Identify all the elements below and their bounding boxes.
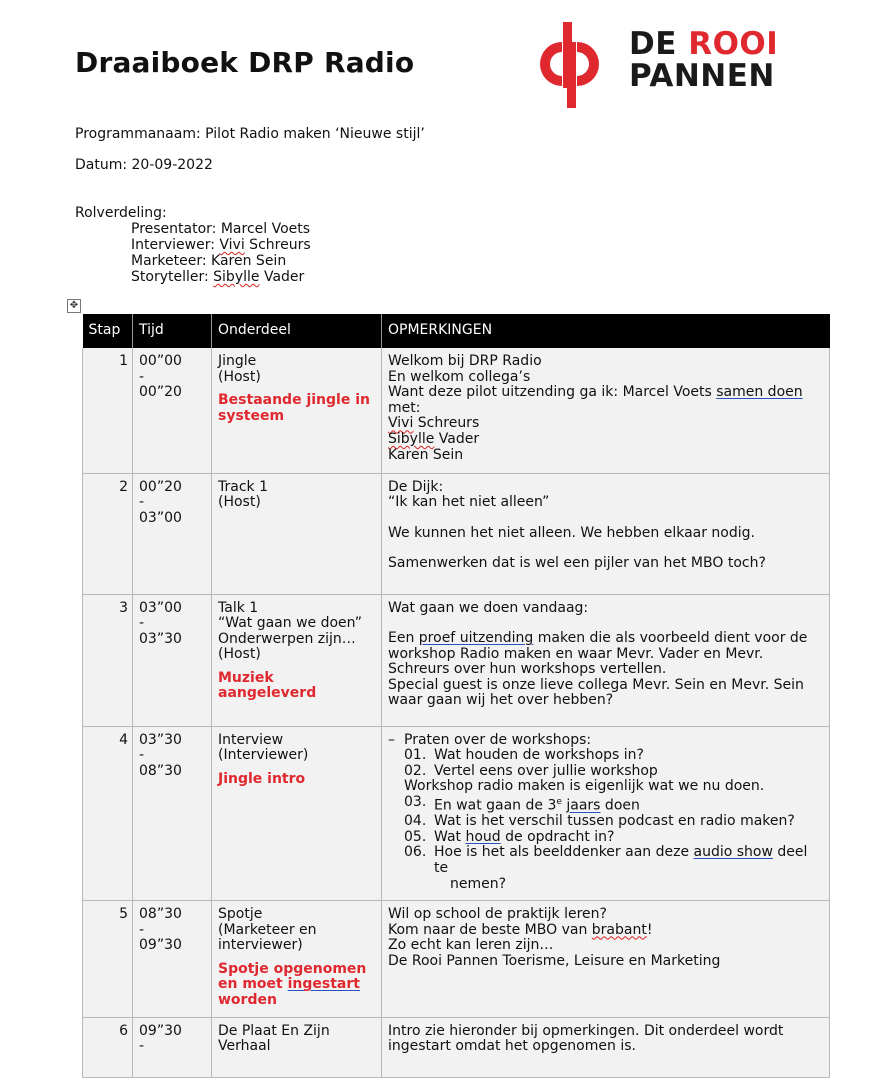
red-note: Muziek aangeleverd (218, 669, 317, 702)
table-row (83, 1017, 830, 1077)
cell-opmerkingen: De Dijk: “Ik kan het niet alleen” We kunnen het niet alleen. We hebben elkaar nodig. Samenwerken dat is wel een pijler van het MBO toch? (382, 473, 830, 594)
date: Datum: 20-09-2022 (75, 157, 213, 173)
table-row (83, 348, 830, 473)
cell-opmerkingen: Welkom bij DRP Radio En welkom collega’s Want deze pilot uitzending ga ik: Marcel Voets samen doen met: Vivi Schreurs Sibylle Vader Karen Sein (382, 348, 830, 473)
table-row (83, 594, 830, 726)
list-item: 06. Hoe is het als beelddenker aan deze audio show deel te (404, 844, 808, 876)
red-note: Spotje opgenomen en moet ingestart worden (218, 960, 367, 1009)
red-note: Jingle intro (218, 770, 306, 787)
script-table (82, 314, 830, 1078)
list-item: 04. Wat is het verschil tussen podcast en radio maken? (404, 813, 795, 830)
role-interviewer: Interviewer: Vivi Schreurs (131, 237, 311, 253)
document-title: Draaiboek DRP Radio (75, 46, 415, 79)
cell-opmerkingen: Wat gaan we doen vandaag: Een proef uitzending maken die als voorbeeld dient voor de workshop Radio maken en waar Mevr. Vader en Mevr. Schreurs over hun workshops vertellen. Special guest is onze lieve collega Mevr. Sein en Mevr. Sein waar gaan wij het over hebben? (382, 594, 830, 726)
table-row (83, 726, 830, 901)
cell-stap: 5 (83, 901, 133, 1018)
list-item: 03. En wat gaan de 3e jaars doen (404, 793, 640, 814)
role-marketeer: Marketeer: Karen Sein (131, 253, 287, 269)
cell-onderdeel: Track 1 (Host) (212, 473, 382, 594)
cell-stap: 1 (83, 348, 133, 473)
de-rooi-pannen-logo (522, 20, 792, 110)
role-storyteller: Storyteller: Sibylle Vader (131, 269, 305, 285)
program-name: Programmanaam: Pilot Radio maken ‘Nieuwe stijl’ (75, 126, 425, 142)
col-header-opmerkingen: OPMERKINGEN (382, 314, 830, 348)
cell-onderdeel: Jingle (Host) Bestaande jingle in systeem (212, 348, 382, 473)
list-item: 05. Wat houd de opdracht in? (404, 828, 615, 845)
cell-onderdeel: Talk 1 “Wat gaan we doen” Onderwerpen zijn… (Host) Muziek aangeleverd (212, 594, 382, 726)
red-note: Bestaande jingle in systeem (218, 392, 370, 424)
drp-logo-mark-icon (522, 20, 622, 110)
col-header-stap: Stap (83, 314, 133, 348)
cell-stap: 4 (83, 726, 133, 901)
cell-opmerkingen: – Praten over de workshops: 01. Wat houden de workshops in? 02. Vertel eens over jullie workshop Workshop radio maken is eigenlijk wat we nu doen. 03. En wat gaan de 3e jaars doen 04. Wat is het verschil tussen podcast en radio maken? 05. Wat houd de opdracht in? 06. Hoe is het als beelddenker aan deze audio show deel te nemen? (382, 726, 830, 901)
col-header-onderdeel: Onderdeel (212, 314, 382, 348)
list-item: 01. Wat houden de workshops in? (404, 747, 644, 764)
cell-opmerkingen: Wil op school de praktijk leren? Kom naar de beste MBO van brabant! Zo echt kan leren zijn… De Rooi Pannen Toerisme, Leisure en Marketing (382, 901, 830, 1018)
cell-stap: 3 (83, 594, 133, 726)
cell-tijd: 09”30 - (133, 1017, 212, 1077)
cell-tijd: 03”00 - 03”30 (133, 594, 212, 726)
table-move-icon[interactable]: ✥ (67, 299, 81, 313)
cell-tijd: 00”20 - 03”00 (133, 473, 212, 594)
table-header-row (83, 314, 830, 348)
col-header-tijd: Tijd (133, 314, 212, 348)
cell-onderdeel: Spotje (Marketeer en interviewer) Spotje opgenomen en moet ingestart worden (212, 901, 382, 1018)
cell-onderdeel: Interview (Interviewer) Jingle intro (212, 726, 382, 901)
cell-tijd: 03”30 - 08”30 (133, 726, 212, 901)
cell-onderdeel: De Plaat En Zijn Verhaal (212, 1017, 382, 1077)
cell-tijd: 08”30 - 09”30 (133, 901, 212, 1018)
logo-wordmark: DE ROOI PANNEN (629, 26, 779, 94)
list-item: 02. Vertel eens over jullie workshop (404, 762, 658, 779)
roles-heading: Rolverdeling: (75, 205, 167, 221)
cell-stap: 6 (83, 1017, 133, 1077)
table-row (83, 473, 830, 594)
cell-opmerkingen: Intro zie hieronder bij opmerkingen. Dit onderdeel wordt ingestart omdat het opgenomen is. (382, 1017, 830, 1077)
cell-tijd: 00”00 - 00”20 (133, 348, 212, 473)
role-presentator: Presentator: Marcel Voets (131, 221, 311, 237)
cell-stap: 2 (83, 473, 133, 594)
role-assignment (75, 205, 311, 285)
table-row (83, 901, 830, 1018)
interview-questions (404, 748, 823, 779)
